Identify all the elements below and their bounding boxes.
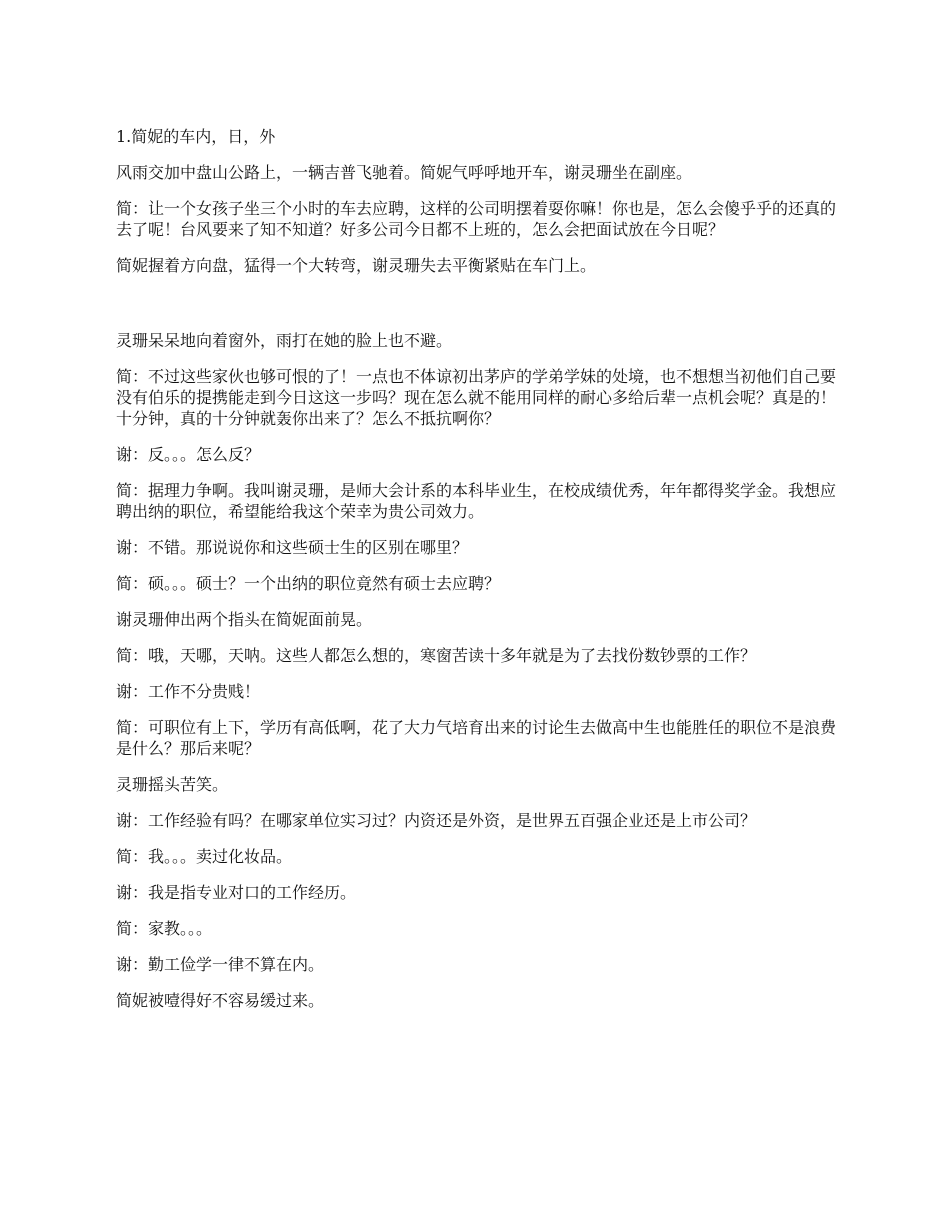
paragraph: 简：不过这些家伙也够可恨的了！一点也不体谅初出茅庐的学弟学妹的处境，也不想想当初他们自己要没有伯乐的提携能走到今日这这一步吗？现在怎么就不能用同样的耐心多给后辈一点机会呢？真是的！十分钟，真的十分钟就轰你出来了？怎么不抵抗啊你？ — [116, 367, 837, 428]
paragraph: 谢：我是指专业对口的工作经历。 — [116, 883, 357, 902]
paragraph: 简：让一个女孩子坐三个小时的车去应聘，这样的公司明摆着耍你嘛！你也是，怎么会傻乎乎的还真的去了呢！台风要来了知不知道？好多公司今日都不上班的，怎么会把面试放在今日呢？ — [116, 199, 837, 239]
section-gap — [116, 291, 842, 330]
paragraph: 谢灵珊伸出两个指头在简妮面前晃。 — [116, 610, 373, 629]
paragraph: 简：哦，天哪，天呐。这些人都怎么想的，寒窗苦读十多年就是为了去找份数钞票的工作？ — [116, 646, 757, 665]
paragraph: 简妮被噎得好不容易缓过来。 — [116, 991, 325, 1010]
paragraph: 简：可职位有上下，学历有高低啊，花了大力气培育出来的讨论生去做高中生也能胜任的职位不是浪费是什么？那后来呢？ — [116, 718, 837, 758]
paragraph: 简：据理力争啊。我叫谢灵珊，是师大会计系的本科毕业生，在校成绩优秀，年年都得奖学金。我想应聘出纳的职位，希望能给我这个荣幸为贵公司效力。 — [116, 481, 837, 521]
document-body — [116, 126, 842, 1026]
paragraph: 风雨交加中盘山公路上，一辆吉普飞驰着。简妮气呼呼地开车，谢灵珊坐在副座。 — [116, 163, 693, 182]
paragraph: 灵珊摇头苦笑。 — [116, 775, 229, 794]
paragraph: 谢：工作经验有吗？在哪家单位实习过？内资还是外资，是世界五百强企业还是上市公司？ — [116, 811, 757, 830]
paragraph: 简妮握着方向盘，猛得一个大转弯，谢灵珊失去平衡紧贴在车门上。 — [116, 256, 597, 275]
paragraph: 谢：反。。。怎么反？ — [116, 445, 261, 464]
paragraph: 简：家教。。。 — [116, 919, 213, 938]
paragraph: 灵珊呆呆地向着窗外，雨打在她的脸上也不避。 — [116, 331, 453, 350]
paragraph: 谢：勤工俭学一律不算在内。 — [116, 955, 325, 974]
scene-heading: 1.简妮的车内，日，外 — [116, 127, 276, 146]
paragraph: 谢：不错。那说说你和这些硕士生的区别在哪里？ — [116, 538, 469, 557]
paragraph: 简：我。。。卖过化妆品。 — [116, 847, 293, 866]
paragraph: 谢：工作不分贵贱！ — [116, 682, 261, 701]
paragraph: 简：硕。。。硕士？一个出纳的职位竟然有硕士去应聘？ — [116, 574, 501, 593]
